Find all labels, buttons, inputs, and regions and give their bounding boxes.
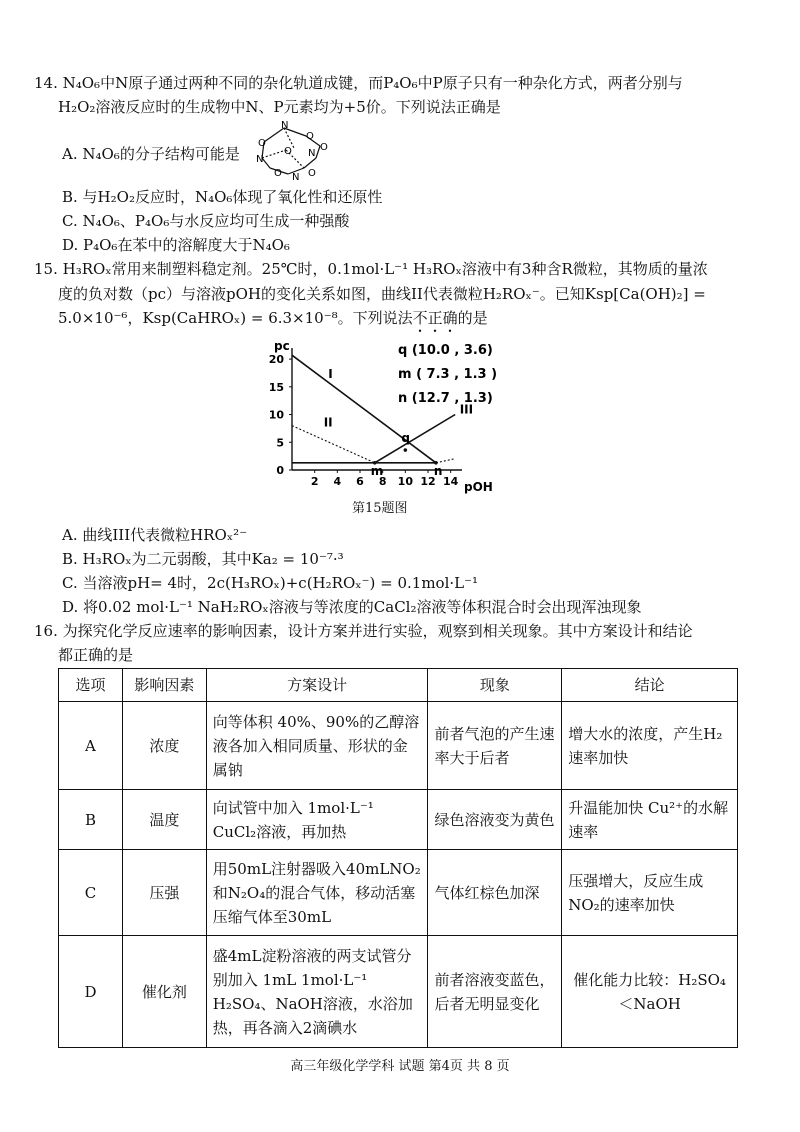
point-annotation-n: n (12.7 , 1.3) — [398, 391, 493, 406]
q14-option-c: C. N₄O₆、P₄O₆与水反应均可生成一种强酸 — [62, 212, 350, 230]
structure-atom-o: O — [284, 146, 292, 157]
point-label-q: q — [401, 431, 410, 446]
y-axis-label: pc — [274, 339, 290, 353]
table-cell-factor: 催化剂 — [122, 936, 206, 1048]
table-cell-phenomenon: 气体红棕色加深 — [428, 850, 562, 936]
table-cell-design: 向试管中加入 1mol·L⁻¹ CuCl₂溶液，再加热 — [206, 790, 428, 850]
table-header: 现象 — [428, 669, 562, 702]
table-cell-conclusion: 升温能加快 Cu²⁺的水解速率 — [562, 790, 738, 850]
table-cell-option: B — [59, 790, 123, 850]
q15-stem-line3-part1: 5.0×10⁻⁶，Ksp(CaHROₓ) = 6.3×10⁻⁸。下列说法 — [58, 309, 413, 327]
q16-stem-line2: 都正确的是 — [58, 646, 134, 664]
pc-poh-chart — [266, 334, 506, 500]
curve-label-ii: II — [323, 415, 333, 430]
q15-emphasis-not-correct: 不正确 — [412, 309, 458, 327]
point-label-m: m — [370, 463, 384, 478]
structure-atom-n-right: N — [308, 148, 316, 159]
q15-stem-line2: 度的负对数（pc）与溶液pOH的变化关系如图，曲线II代表微粒H₂ROₓ⁻。已知Ksp[Ca(OH)₂] = — [58, 285, 706, 303]
table-cell-phenomenon: 绿色溶液变为黄色 — [428, 790, 562, 850]
table-cell-design: 盛4mL淀粉溶液的两支试管分别加入 1mL 1mol·L⁻¹ H₂SO₄、NaOH溶液，水浴加热，再各滴入2滴碘水 — [206, 936, 428, 1048]
x-tick-label: 10 — [397, 475, 413, 488]
structure-atom-o: O — [274, 168, 282, 179]
table-cell-design: 用50mL注射器吸入40mLNO₂和N₂O₄的混合气体，移动活塞压缩气体至30mL — [206, 850, 428, 936]
q15-stem-line1: 15. H₃ROₓ常用来制塑料稳定剂。25℃时，0.1mol·L⁻¹ H₃ROₓ溶液中有3种含R微粒，其物质的量浓 — [34, 260, 708, 278]
x-tick-label: 4 — [333, 475, 342, 488]
table-header: 方案设计 — [206, 669, 428, 702]
table-header: 影响因素 — [122, 669, 206, 702]
page-footer: 高三年级化学学科 试题 第4页 共 8 页 — [290, 1059, 510, 1074]
table-cell-design: 向等体积 40%、90%的乙醇溶液各加入相同质量、形状的金属钠 — [206, 702, 428, 790]
table-cell-phenomenon: 前者气泡的产生速率大于后者 — [428, 702, 562, 790]
table-row — [59, 790, 738, 850]
q15-stem-line3 — [58, 307, 488, 336]
experiment-table — [58, 668, 738, 1048]
q14-stem-line2: H₂O₂溶液反应时的生成物中N、P元素均为+5价。下列说法正确是 — [58, 98, 501, 116]
table-header: 结论 — [562, 669, 738, 702]
q15-figure-caption: 第15题图 — [352, 501, 408, 516]
point-annotation-m: m ( 7.3 , 1.3 ) — [398, 367, 498, 382]
point-annotation-q: q (10.0 , 3.6) — [398, 343, 493, 358]
q14-option-d: D. P₄O₆在苯中的溶解度大于N₄O₆ — [62, 236, 290, 254]
table-cell-option: C — [59, 850, 123, 936]
structure-atom-o: O — [308, 168, 316, 179]
table-cell-factor: 温度 — [122, 790, 206, 850]
x-tick-label: 6 — [356, 475, 364, 488]
q14-option-a: A. N₄O₆的分子结构可能是 — [62, 145, 240, 163]
table-cell-conclusion: 催化能力比较：H₂SO₄＜NaOH — [562, 936, 738, 1048]
table-row — [59, 936, 738, 1048]
q15-option-b: B. H₃ROₓ为二元弱酸，其中Ka₂ = 10⁻⁷·³ — [62, 550, 344, 568]
table-header-row — [59, 669, 738, 702]
curve-label-i: I — [328, 366, 333, 381]
series-line-iii — [375, 415, 456, 463]
y-tick-label: 0 — [276, 464, 284, 477]
x-tick-label: 14 — [443, 475, 459, 488]
table-cell-phenomenon: 前者溶液变蓝色，后者无明显变化 — [428, 936, 562, 1048]
x-tick-label: 12 — [420, 475, 436, 488]
n4o6-structure-diagram — [250, 118, 346, 182]
y-tick-label: 10 — [268, 408, 284, 422]
structure-atom-n-bottom: N — [292, 172, 300, 182]
x-axis-label: pOH — [464, 480, 493, 494]
structure-atom-o: O — [306, 131, 314, 142]
table-row — [59, 850, 738, 936]
table-cell-factor: 浓度 — [122, 702, 206, 790]
table-cell-option: D — [59, 936, 123, 1048]
point-label-n: n — [433, 463, 443, 478]
table-cell-conclusion: 增大水的浓度，产生H₂速率加快 — [562, 702, 738, 790]
y-tick-label: 5 — [276, 436, 284, 450]
table-cell-conclusion: 压强增大，反应生成NO₂的速率加快 — [562, 850, 738, 936]
curve-label-iii: III — [459, 402, 474, 417]
q14-option-b: B. 与H₂O₂反应时，N₄O₆体现了氧化性和还原性 — [62, 188, 383, 206]
point-q — [404, 448, 408, 452]
table-row — [59, 702, 738, 790]
x-tick-label: 2 — [310, 475, 319, 488]
q14-stem-line1: 14. N₄O₆中N原子通过两种不同的杂化轨道成键，而P₄O₆中P原子只有一种杂化方式，两者分别与 — [34, 74, 683, 92]
q15-option-c: C. 当溶液pH= 4时，2c(H₃ROₓ)+c(H₂ROₓ⁻) = 0.1mol·L⁻¹ — [62, 574, 479, 592]
structure-atom-n-top: N — [281, 120, 289, 131]
q15-stem-line3-part2: 的是 — [457, 309, 488, 327]
q15-option-a: A. 曲线III代表微粒HROₓ²⁻ — [62, 526, 248, 544]
table-cell-option: A — [59, 702, 123, 790]
structure-atom-n-left: N — [256, 154, 264, 165]
structure-atom-o: O — [320, 142, 328, 153]
y-tick-label: 20 — [268, 353, 284, 367]
series-line-ii — [292, 426, 454, 463]
structure-atom-o: O — [258, 138, 266, 149]
table-header: 选项 — [59, 669, 123, 702]
table-cell-factor: 压强 — [122, 850, 206, 936]
q16-stem-line1: 16. 为探究化学反应速率的影响因素，设计方案并进行实验，观察到相关现象。其中方案设计和结论 — [34, 622, 693, 640]
x-tick-label: 8 — [378, 475, 387, 488]
q15-option-d: D. 将0.02 mol·L⁻¹ NaH₂ROₓ溶液与等浓度的CaCl₂溶液等体积混合时会出现浑浊现象 — [62, 598, 642, 616]
y-tick-label: 15 — [268, 380, 284, 394]
